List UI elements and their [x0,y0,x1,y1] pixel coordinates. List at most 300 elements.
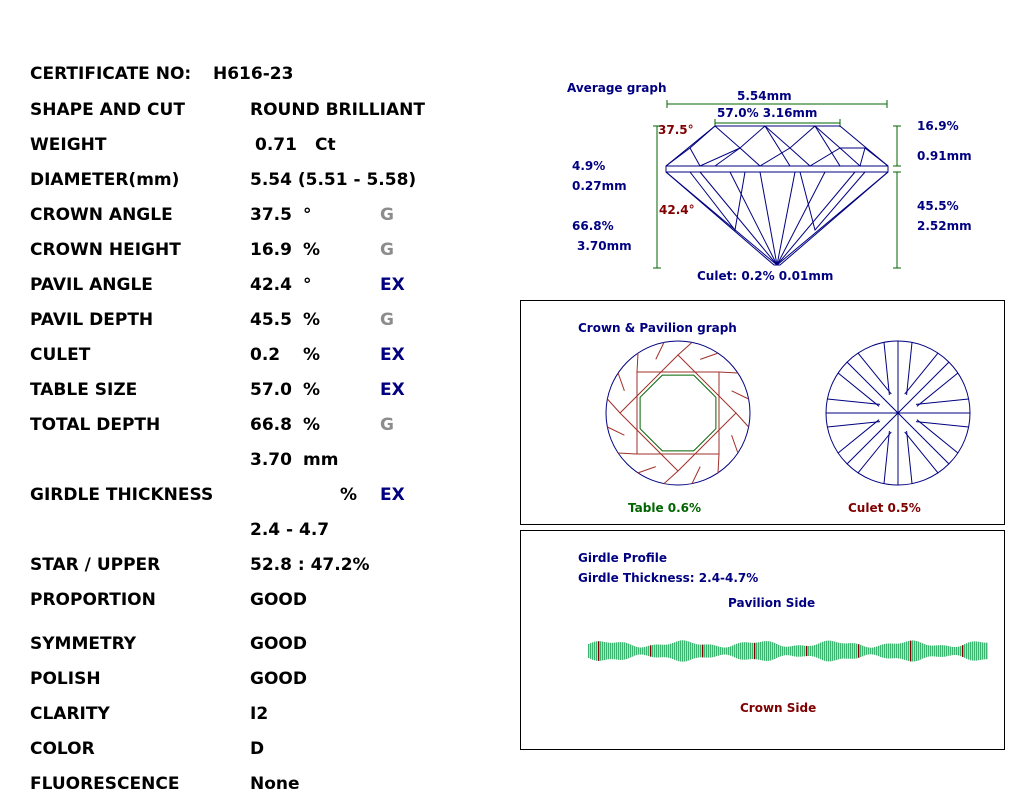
certificate-label: CERTIFICATE NO: [30,64,192,84]
girdle-thickness-bar [764,641,765,661]
diameter-value: 5.54 (5.51 - 5.58) [250,170,417,190]
girdle-profile-graph [521,531,1006,751]
girdle-thickness-bar [774,643,775,659]
girdle-thickness-bar [884,644,885,658]
girdle-thickness-bar [864,647,865,656]
pavil-depth-value: 45.5 [250,310,292,330]
girdle-thickness-bar [814,645,815,657]
total-depth-mm-value: 3.70 [250,450,292,470]
girdle-thickness-bar [946,646,947,657]
girdle-thickness-bar [972,642,973,661]
girdle-thickness-bar [796,645,797,656]
crown-angle-value: 37.5 [250,205,292,225]
girdle-thickness-bar [700,645,701,658]
crown-facet-line-5 [765,126,790,166]
crown-table-octagon [640,375,716,451]
pavilion-pct-label: 45.5% [917,199,959,213]
crown-view [606,341,750,485]
girdle-profile-panel [520,530,1005,750]
crown-girdle-facet-line [719,372,738,373]
girdle-thickness-bar [932,646,933,657]
girdle-thickness-bar [646,646,647,655]
pavilion-lower-girdle-line [827,399,880,404]
crown-girdle-facet-line [736,413,749,427]
girdle-thickness-bars [588,640,987,661]
fluorescence-label: FLUORESCENCE [30,774,180,794]
girdle-thickness-bar [914,641,915,662]
girdle-thickness-bar [782,646,783,656]
pavilion-lower-girdle-line [858,353,891,394]
girdle-thickness-bar [758,642,759,659]
girdle-thickness-bar [694,644,695,659]
crown-angle-label: 37.5° [658,123,694,137]
crown-pavilion-panel [520,300,1005,525]
average-graph [0,0,1010,300]
table-size-grade: EX [380,380,405,400]
girdle-thickness-bar [826,641,827,662]
girdle-thickness-bar [804,646,805,657]
pavilion-side-label: Pavilion Side [728,596,816,610]
girdle-thickness-bar [832,641,833,661]
girdle-thickness-bar [824,641,825,661]
table-label: 57.0% 3.16mm [717,106,818,120]
girdle-thickness-bar [762,642,763,661]
pavilion-lower-girdle-line [884,342,889,395]
girdle-thickness-label: Girdle Thickness: 2.4-4.7% [578,571,759,585]
fluorescence-value: None [250,774,300,794]
crown-outline [606,341,750,485]
total-depth-mm-label: 3.70mm [577,239,632,253]
crown-angle-grade: G [380,205,394,225]
girdle-thickness-bar [692,643,693,659]
girdle-thickness-bar [778,645,779,657]
girdle-thickness-bar [834,642,835,661]
girdle-thickness-bar [592,642,593,660]
girdle-thickness-bar [750,643,751,660]
girdle-grade: EX [380,485,405,505]
girdle-unit: % [340,485,358,505]
girdle-thickness-bar [984,643,985,660]
girdle-thickness-bar [928,645,929,656]
girdle-thickness-bar [676,642,677,661]
girdle-thickness-bar [658,645,659,658]
table-size-label: TABLE SIZE [30,380,138,400]
pavilion-facet-7 [777,172,855,265]
pavil-depth-label: PAVIL DEPTH [30,310,154,330]
crown-angle-label: CROWN ANGLE [30,205,173,225]
girdle-thickness-bar [976,642,977,661]
girdle-thickness-bar [752,643,753,659]
girdle-thickness-bar [706,644,707,657]
crown-girdle-facet-line [692,467,700,484]
pavilion-lower-girdle-line [858,432,891,473]
girdle-thickness-bar [798,645,799,657]
girdle-thickness-bar [954,647,955,655]
culet-unit: % [303,345,321,365]
girdle-thickness-bar [594,642,595,661]
girdle-thickness-bar [944,645,945,656]
diameter-label: DIAMETER(mm) [30,170,180,190]
crown-girdle-facet-line [638,467,656,473]
girdle-thickness-bar [810,646,811,656]
girdle-thickness-bar [656,645,657,658]
culet-value: 0.2 [250,345,281,365]
girdle-thickness-bar [708,644,709,657]
girdle-thickness-bar [728,647,729,655]
girdle-thickness-bar [766,641,767,661]
girdle-thickness-bar [622,642,623,660]
girdle-thickness-bar [674,642,675,660]
girdle-thickness-bar [918,642,919,661]
girdle-thickness-bar [688,642,689,661]
girdle-thickness-bar [958,647,959,656]
girdle-thickness-bar [816,644,817,657]
girdle-thickness-bar [744,642,745,660]
girdle-thickness-bar [712,645,713,657]
girdle-thickness-bar [960,646,961,656]
crown-girdle-facet-line [607,399,620,413]
crown-height-mm-label: 0.91mm [917,149,972,163]
pavilion-facet-4 [760,172,777,265]
girdle-thickness-bar [878,646,879,656]
weight-value: 0.71 [255,135,297,155]
girdle-thickness-bar [916,641,917,661]
girdle-thickness-marker [702,645,703,658]
diamond-outline [666,126,888,265]
girdle-mm-label: 0.27mm [572,179,627,193]
girdle-thickness-bar [620,642,621,660]
polish-label: POLISH [30,669,101,689]
girdle-thickness-bar [682,640,683,661]
girdle-thickness-bar [820,643,821,660]
pavil-depth-unit: % [303,310,321,330]
girdle-thickness-bar [900,643,901,659]
pavilion-main-facet-line [898,413,949,464]
crown-upper-girdle-lines [607,342,748,483]
pavilion-lower-girdle-line [884,431,889,484]
girdle-thickness-bar [956,647,957,655]
girdle-thickness-bar [698,645,699,658]
girdle-value: 2.4 - 4.7 [250,520,330,540]
pavilion-facet-1 [666,172,777,265]
girdle-thickness-bar [808,646,809,656]
girdle-thickness-marker [806,646,807,656]
shape-label: SHAPE AND CUT [30,100,185,120]
total-depth-grade: G [380,415,394,435]
pavil-angle-label: PAVIL ANGLE [30,275,153,295]
average-graph-title: Average graph [567,81,667,95]
total-depth-mm-unit: mm [303,450,339,470]
girdle-thickness-bar [626,643,627,659]
shape-value: ROUND BRILLIANT [250,100,425,120]
girdle-thickness-bar [866,647,867,655]
girdle-thickness-bar [610,643,611,659]
girdle-thickness-bar [872,648,873,655]
girdle-thickness-bar [974,641,975,660]
crown-girdle-facet-line [618,453,637,454]
pavilion-angle-label: 42.4° [659,203,695,217]
girdle-thickness-bar [812,646,813,657]
weight-label: WEIGHT [30,135,107,155]
girdle-thickness-marker [650,645,651,656]
color-label: COLOR [30,739,95,759]
girdle-thickness-bar [846,643,847,658]
girdle-thickness-bar [888,644,889,659]
girdle-thickness-bar [822,642,823,660]
girdle-thickness-bar [856,644,857,659]
table-size-value: 57.0 [250,380,292,400]
proportion-value: GOOD [250,590,307,610]
girdle-thickness-bar [636,647,637,655]
girdle-thickness-bar [780,646,781,657]
girdle-thickness-bar [614,643,615,660]
girdle-thickness-bar [660,645,661,658]
crown-height-grade: G [380,240,394,260]
girdle-thickness-bar [618,642,619,660]
culet-grade: EX [380,345,405,365]
girdle-thickness-marker [858,644,859,658]
girdle-thickness-bar [896,644,897,659]
girdle-thickness-bar [686,641,687,661]
pavilion-facet-8 [777,172,888,265]
girdle-thickness-bar [964,644,965,658]
girdle-thickness-bar [920,643,921,660]
proportion-label: PROPORTION [30,590,156,610]
crown-height-label: CROWN HEIGHT [30,240,181,260]
girdle-thickness-bar [898,644,899,659]
girdle-thickness-bar [664,645,665,658]
girdle-thickness-bar [802,645,803,656]
crown-girdle-facet-line [732,435,738,453]
girdle-thickness-bar [908,641,909,661]
girdle-thickness-marker [754,643,755,659]
girdle-thickness-bar [942,645,943,657]
girdle-thickness-bar [736,644,737,659]
girdle-thickness-bar [590,643,591,659]
pavilion-main-facet-line [847,362,898,413]
girdle-thickness-bar [790,646,791,655]
girdle-thickness-bar [684,640,685,661]
crown-girdle-facet-line [656,342,664,359]
girdle-thickness-bar [922,643,923,658]
girdle-thickness-bar [742,642,743,659]
crown-girdle-facet-line [664,471,678,484]
star-upper-label: STAR / UPPER [30,555,161,575]
pavilion-lower-girdle-line [916,399,969,404]
girdle-thickness-bar [640,648,641,655]
pavilion-lower-girdle-line [905,432,938,473]
girdle-thickness-bar [670,644,671,659]
culet-label: CULET [30,345,91,365]
girdle-thickness-bar [912,640,913,661]
girdle-thickness-bar [952,647,953,655]
girdle-thickness-bar [924,644,925,658]
girdle-thickness-bar [628,644,629,659]
girdle-thickness-bar [940,645,941,657]
girdle-thickness-bar [604,642,605,660]
girdle-thickness-bar [710,645,711,658]
girdle-thickness-bar [716,646,717,656]
girdle-thickness-bar [868,648,869,655]
girdle-thickness-bar [632,645,633,656]
girdle-thickness-bar [906,642,907,661]
diamond-profile [666,126,888,265]
girdle-thickness-bar [894,644,895,659]
crown-angle-unit: ° [303,205,312,225]
girdle-thickness-bar [634,646,635,656]
table-percent-label: Table 0.6% [628,501,702,515]
crown-side-label: Crown Side [740,701,817,715]
culet-label: Culet: 0.2% 0.01mm [697,269,834,283]
girdle-thickness-bar [818,644,819,659]
pavil-depth-grade: G [380,310,394,330]
girdle-thickness-bar [772,642,773,660]
girdle-thickness-bar [874,647,875,655]
pavilion-facet-5 [777,172,795,265]
girdle-thickness-bar [844,643,845,658]
girdle-thickness-bar [948,646,949,656]
girdle-profile-title: Girdle Profile [578,551,668,565]
girdle-thickness-bar [756,643,757,660]
girdle-thickness-bar [886,644,887,659]
girdle-thickness-bar [794,646,795,657]
girdle-thickness-bar [892,644,893,659]
girdle-thickness-bar [770,642,771,661]
girdle-thickness-bar [732,646,733,657]
pavil-angle-value: 42.4 [250,275,292,295]
girdle-thickness-bar [680,640,681,661]
girdle-thickness-bar [862,646,863,657]
total-depth-pct-label: 66.8% [572,219,614,233]
girdle-thickness-bar [870,648,871,655]
girdle-thickness-bar [842,643,843,658]
girdle-thickness-bar [978,642,979,661]
total-depth-label: TOTAL DEPTH [30,415,161,435]
girdle-thickness-bar [776,644,777,658]
girdle-thickness-bar [722,647,723,654]
crown-height-unit: % [303,240,321,260]
girdle-thickness-bar [882,644,883,657]
crown-facet-line-4 [815,126,840,166]
pavilion-lower-girdle-line [917,420,958,453]
girdle-thickness-bar [828,641,829,662]
girdle-thickness-bar [666,645,667,658]
girdle-thickness-bar [612,643,613,659]
table-size-unit: % [303,380,321,400]
pavilion-facet-lines [826,341,970,485]
girdle-thickness-bar [724,648,725,655]
girdle-thickness-bar [840,643,841,659]
pavil-angle-grade: EX [380,275,405,295]
girdle-thickness-bar [792,646,793,656]
girdle-thickness-bar [768,641,769,661]
girdle-thickness-bar [746,642,747,659]
girdle-thickness-bar [982,642,983,659]
girdle-thickness-bar [738,643,739,659]
total-depth-unit: % [303,415,321,435]
girdle-thickness-bar [672,643,673,659]
girdle-thickness-bar [936,645,937,656]
girdle-thickness-bar [980,642,981,660]
symmetry-label: SYMMETRY [30,634,137,654]
girdle-thickness-bar [718,647,719,656]
girdle-thickness-bar [950,647,951,656]
girdle-thickness-bar [608,643,609,660]
girdle-thickness-bar [678,641,679,661]
girdle-thickness-bar [986,643,987,660]
pavilion-main-facet-line [898,362,949,413]
girdle-thickness-bar [934,646,935,657]
girdle-thickness-bar [968,642,969,659]
crown-girdle-facet-line [718,454,719,473]
girdle-thickness-bar [848,643,849,659]
girdle-thickness-bar [784,647,785,656]
crown-pavilion-title: Crown & Pavilion graph [578,321,737,335]
girdle-thickness-bar [838,643,839,660]
girdle-thickness-bar [930,646,931,657]
girdle-thickness-bar [850,643,851,659]
girdle-thickness-bar [726,647,727,654]
girdle-thickness-bar [970,642,971,660]
pavilion-lower-girdle-line [827,422,880,427]
crown-girdle-facet-line [618,373,624,391]
girdle-pct-label: 4.9% [572,159,606,173]
girdle-thickness-bar [890,644,891,659]
girdle-thickness-bar [760,642,761,660]
girdle-thickness-bar [662,645,663,658]
girdle-thickness-bar [624,642,625,659]
girdle-thickness-bar [902,643,903,660]
pavilion-lower-girdle-line [838,420,879,453]
pavilion-lower-girdle-line [917,373,958,406]
girdle-thickness-bar [642,647,643,654]
girdle-thickness-bar [616,642,617,659]
girdle-thickness-bar [596,641,597,661]
girdle-thickness-bar [852,643,853,659]
girdle-thickness-bar [926,645,927,657]
girdle-thickness-bar [786,647,787,656]
girdle-thickness-bar [606,642,607,659]
girdle-thickness-bar [630,645,631,658]
pavilion-mm-label: 2.52mm [917,219,972,233]
pavilion-facet-6 [777,172,825,265]
pavilion-lower-girdle-line [838,373,879,406]
crown-girdle-facet-line [678,342,692,355]
symmetry-value: GOOD [250,634,307,654]
crown-height-value: 16.9 [250,240,292,260]
girdle-thickness-bar [696,644,697,658]
girdle-thickness-bar [836,642,837,660]
pavil-angle-unit: ° [303,275,312,295]
girdle-thickness-bar [854,643,855,658]
girdle-thickness-bar [966,643,967,659]
girdle-thickness-bar [644,647,645,655]
girdle-thickness-bar [880,645,881,657]
girdle-thickness-bar [830,641,831,662]
girdle-thickness-bar [690,642,691,660]
color-value: D [250,739,265,759]
certificate-number: H616-23 [213,64,294,84]
girdle-thickness-bar [654,645,655,658]
polish-value: GOOD [250,669,307,689]
girdle-thickness-bar [720,647,721,655]
girdle-thickness-bar [860,645,861,657]
pavilion-facet-2 [700,172,777,265]
girdle-thickness-bar [714,645,715,657]
girdle-thickness-bar [876,647,877,656]
girdle-thickness-bar [600,641,601,660]
girdle-thickness-bar [652,645,653,657]
